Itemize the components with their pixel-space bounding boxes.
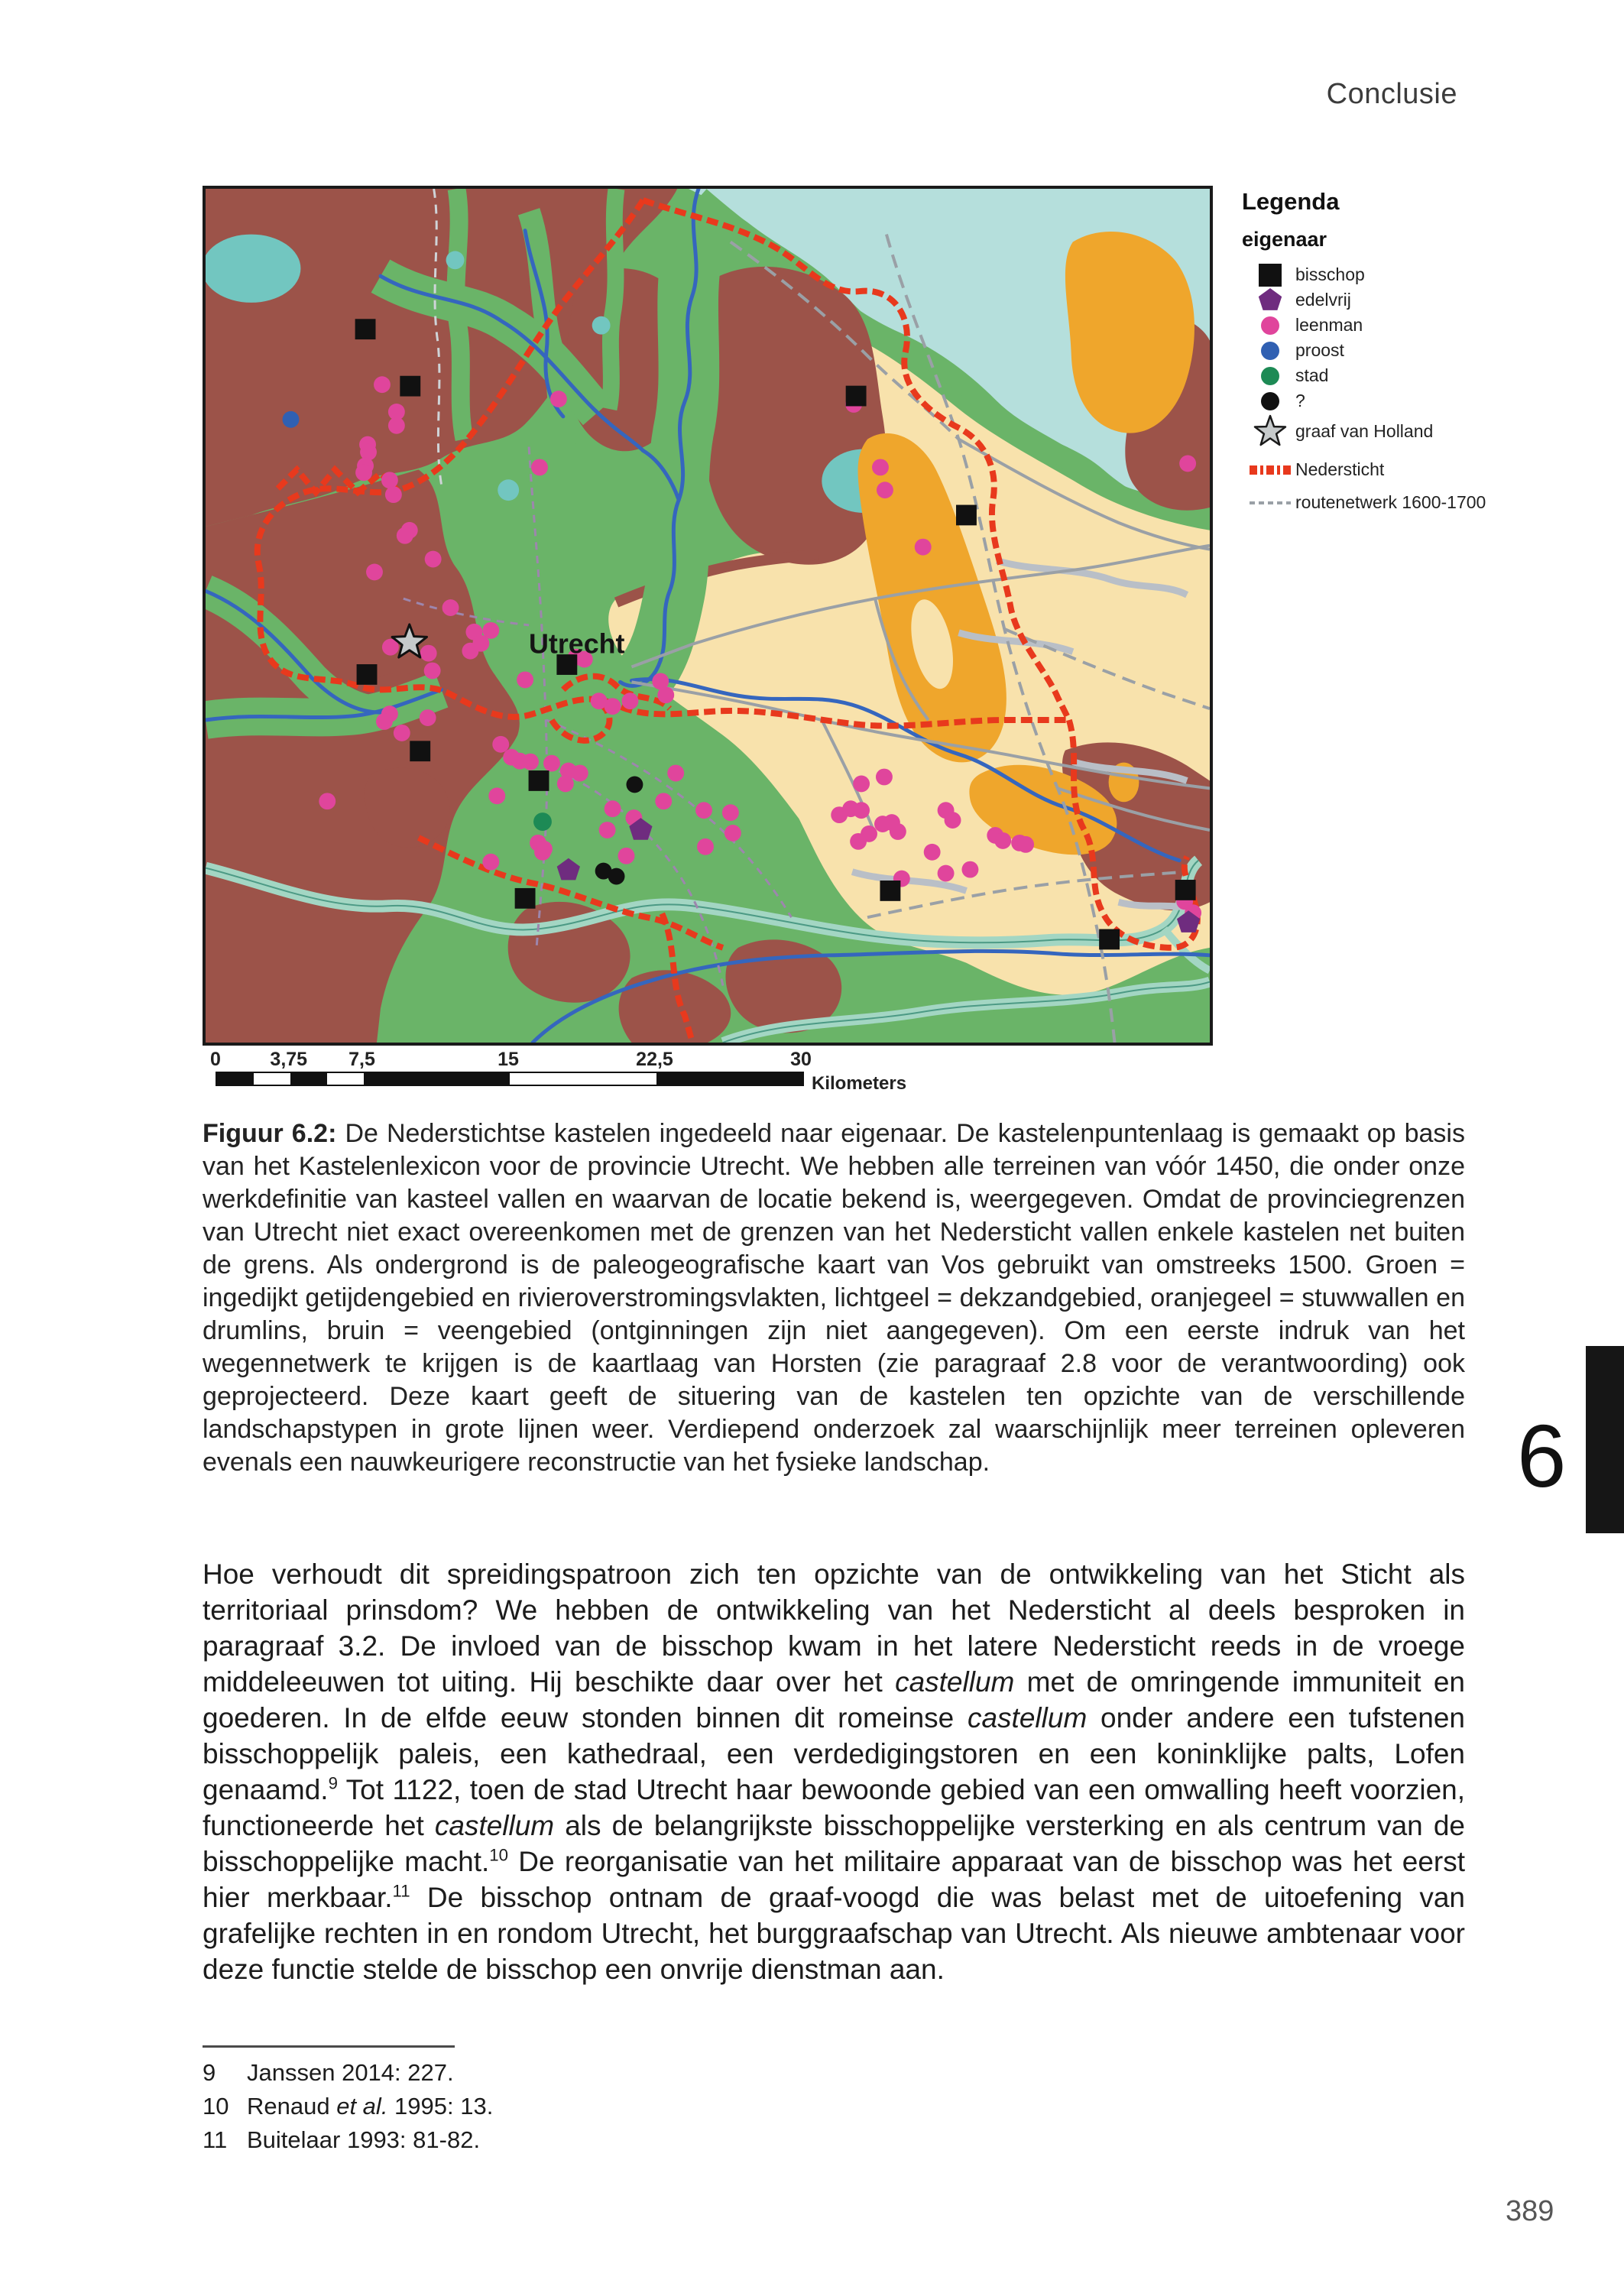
- marker-leenman: [420, 645, 437, 662]
- marker-bisschop: [1099, 929, 1120, 950]
- marker-bisschop: [355, 319, 376, 339]
- body-paragraph: Hoe verhoudt dit spreidingspatroon zich ten opzichte van de ontwikkeling van het Sticht als territoriaal prinsdom? We hebben de ontwikkeling van het Nedersticht al deels besproken in paragraaf 3.2. De invloed van de bisschop kwam in het latere Nedersticht reeds in de vroege middeleeuwen tot uiting. Hij beschikte daar over het castellum met de omringende immuniteit en goederen. In de elfde eeuw stonden binnen dit romeinse castellum onder andere een tufstenen bisschoppelijk paleis, een kathedraal, een verdedigingstoren en een koninklijke palts, Lofen genaamd.$^9$ Tot 1122, toen de stad Utrecht haar bewoonde gebied van een omwalling heeft voorzien, functioneerde het castellum als de belangrijkste bisschoppelijke versterking en als centrum van de bisschoppelijke macht.$^{10}$ De reorganisatie van het militaire apparaat van de bisschop was het eerst hier merkbaar.$^{11}$ De bisschop ontnam de graaf-voogd die was belast met de uitoefening van grafelijke rechten in en rondom Utrecht, het burggraafschap van Utrecht. Als nieuwe ambtenaar voor deze functie stelde de bisschop een onvrije dienstman aan.: [203, 1558, 1466, 1985]
- gray-dashline-icon: [1242, 485, 1295, 521]
- legend-item-label: edelvrij: [1295, 290, 1351, 310]
- marker-leenman: [492, 736, 509, 753]
- footnote: [203, 2090, 1043, 2123]
- marker-leenman: [424, 663, 441, 679]
- legend-item-label: graaf van Holland: [1295, 421, 1434, 441]
- marker-leenman: [877, 482, 893, 498]
- legend-item-label: proost: [1295, 340, 1344, 360]
- marker-bisschop: [1175, 880, 1196, 900]
- marker-leenman: [667, 765, 684, 782]
- marker-leenman: [381, 472, 398, 488]
- scale-tick-label: 7,5: [348, 1049, 375, 1070]
- marker-leenman: [853, 802, 870, 819]
- marker-bisschop: [956, 505, 977, 526]
- marker-bisschop: [880, 881, 900, 901]
- marker-leenman: [522, 754, 539, 770]
- marker-leenman: [938, 865, 955, 882]
- scale-bar: [210, 1049, 980, 1098]
- marker-leenman: [425, 551, 442, 568]
- figure-caption: Figuur 6.2: De Nederstichtse kastelen ingedeeld naar eigenaar. De kastelenpuntenlaag is gemaakt op basis van het Kastelenlexicon voor de provincie Utrecht. We hebben alle terreinen van vóór 1450, die onder onze werkdefinitie van kasteel vallen en waarvan de locatie bekend is, weergegeven. Omdat de provinciegrenzen van Utrecht niet exact overeenkomen met de grenzen van het Nedersticht vallen enkele kastelen net buiten de grens. Als ondergrond is de paleogeografische kaart van Vos gebruikt van omstreeks 1500. Groen = ingedijkt getijdengebied en rivieroverstromingsvlakten, lichtgeel = dekzandgebied, oranjegeel = stuwwallen en drumlins, bruin = veengebied (ontginningen zijn niet aangegeven). Om een eerste indruk van het wegennetwerk te krijgen is de kaartlaag van Horsten (zie paragraaf 2.8 voor de verantwoording) ook geprojecteerd. Deze kaart geeft de situering van de kastelen ten opzichte van de verschillende landschapstypen in grote lijnen weer. Verdiepend onderzoek zal waarschijnlijk meer terreinen opleveren evenals een nauwkeurigere reconstructie van het fysieke landschap.: [203, 1119, 1465, 1477]
- marker-leenman: [397, 527, 413, 544]
- scale-tick-label: 15: [498, 1049, 519, 1070]
- marker-leenman: [915, 539, 932, 556]
- legend-subtitle: eigenaar: [1242, 228, 1327, 251]
- marker-leenman: [385, 486, 402, 503]
- marker-leenman: [1017, 836, 1034, 853]
- marker-unknown: [626, 776, 643, 793]
- map-city-label: Utrecht: [529, 628, 625, 660]
- marker-leenman: [488, 787, 505, 804]
- marker-leenman: [550, 391, 567, 407]
- footnote-text: Renaud et al. 1995: 13.: [247, 2093, 494, 2119]
- chapter-number: 6: [1517, 1406, 1567, 1506]
- marker-bisschop: [400, 376, 420, 397]
- footnote-number: 10: [203, 2093, 229, 2119]
- marker-leenman: [531, 459, 548, 475]
- footnote-number: 11: [203, 2126, 228, 2153]
- marker-leenman: [605, 800, 621, 817]
- marker-leenman: [599, 822, 616, 838]
- marker-proost: [283, 411, 300, 428]
- footnote: [203, 2056, 1043, 2090]
- legend-item-label: leenman: [1295, 315, 1363, 335]
- footnotes: [203, 2056, 1043, 2157]
- legend-item-label: routenetwerk 1600-1700: [1295, 492, 1486, 512]
- legend-item: [1242, 490, 1571, 515]
- marker-leenman: [618, 848, 635, 864]
- scale-unit-label: Kilometers: [812, 1073, 907, 1094]
- marker-leenman: [724, 825, 741, 842]
- legend-title: Legenda: [1242, 188, 1340, 215]
- scale-tick-label: 0: [210, 1049, 221, 1070]
- marker-bisschop: [515, 888, 536, 909]
- marker-leenman: [388, 417, 405, 434]
- marker-leenman: [482, 854, 499, 871]
- legend-item: [1242, 457, 1571, 482]
- legend-item-label: ?: [1295, 391, 1305, 410]
- marker-leenman: [557, 776, 574, 793]
- legend-item-label: bisschop: [1295, 264, 1365, 284]
- marker-leenman: [605, 698, 621, 715]
- marker-leenman: [655, 793, 672, 809]
- marker-leenman: [536, 841, 553, 858]
- marker-bisschop: [529, 770, 549, 791]
- marker-leenman: [853, 776, 870, 793]
- footnote-separator: [203, 2045, 455, 2048]
- marker-leenman: [374, 376, 391, 393]
- marker-leenman: [876, 769, 893, 786]
- marker-stad: [533, 812, 552, 831]
- marker-bisschop: [846, 386, 867, 407]
- marker-leenman: [622, 692, 639, 709]
- marker-leenman: [890, 823, 906, 840]
- map-terrain: [206, 189, 1210, 1043]
- page-number: 389: [1506, 2195, 1554, 2227]
- marker-leenman: [366, 563, 383, 580]
- footnote-text: Janssen 2014: 227.: [247, 2059, 454, 2086]
- marker-leenman: [961, 861, 978, 878]
- marker-leenman: [872, 459, 889, 475]
- running-header: Conclusie: [1326, 78, 1457, 110]
- marker-leenman: [722, 804, 739, 821]
- map-canvas: [206, 189, 1210, 1043]
- scale-tick-label: 3,75: [270, 1049, 308, 1070]
- red-dashes-icon: [1242, 452, 1295, 488]
- map-legend: [1242, 188, 1571, 515]
- legend-item: [1242, 388, 1571, 414]
- marker-leenman: [442, 599, 459, 616]
- marker-leenman: [924, 844, 941, 861]
- marker-bisschop: [357, 664, 378, 685]
- chapter-tab: [1586, 1346, 1624, 1533]
- legend-items: [1242, 262, 1571, 515]
- star-icon: [1242, 414, 1295, 449]
- marker-unknown: [608, 868, 625, 885]
- marker-leenman: [462, 643, 478, 660]
- scale-bar-track: [216, 1072, 804, 1086]
- marker-leenman: [1179, 456, 1196, 472]
- scale-tick-label: 22,5: [636, 1049, 673, 1070]
- marker-leenman: [850, 833, 867, 850]
- marker-leenman: [543, 755, 560, 772]
- scale-tick-label: 30: [790, 1049, 812, 1070]
- map-figure: [203, 186, 1213, 1046]
- legend-item: [1242, 414, 1571, 449]
- footnote-number: 9: [203, 2059, 216, 2086]
- marker-leenman: [319, 793, 335, 809]
- legend-item-label: stad: [1295, 365, 1329, 385]
- marker-leenman: [695, 802, 712, 819]
- marker-leenman: [994, 832, 1011, 849]
- scale-labels: [210, 1049, 812, 1070]
- marker-leenman: [355, 464, 372, 481]
- legend-item-label: Nedersticht: [1295, 459, 1385, 479]
- marker-leenman: [657, 686, 674, 703]
- footnote-text: Buitelaar 1993: 81-82.: [247, 2126, 481, 2153]
- marker-leenman: [945, 812, 961, 829]
- marker-leenman: [420, 709, 436, 726]
- marker-leenman: [517, 671, 533, 688]
- marker-leenman: [697, 838, 714, 855]
- marker-leenman: [376, 713, 393, 730]
- marker-bisschop: [410, 741, 430, 761]
- marker-leenman: [572, 765, 588, 782]
- marker-leenman: [394, 725, 410, 741]
- footnote: [203, 2123, 1043, 2157]
